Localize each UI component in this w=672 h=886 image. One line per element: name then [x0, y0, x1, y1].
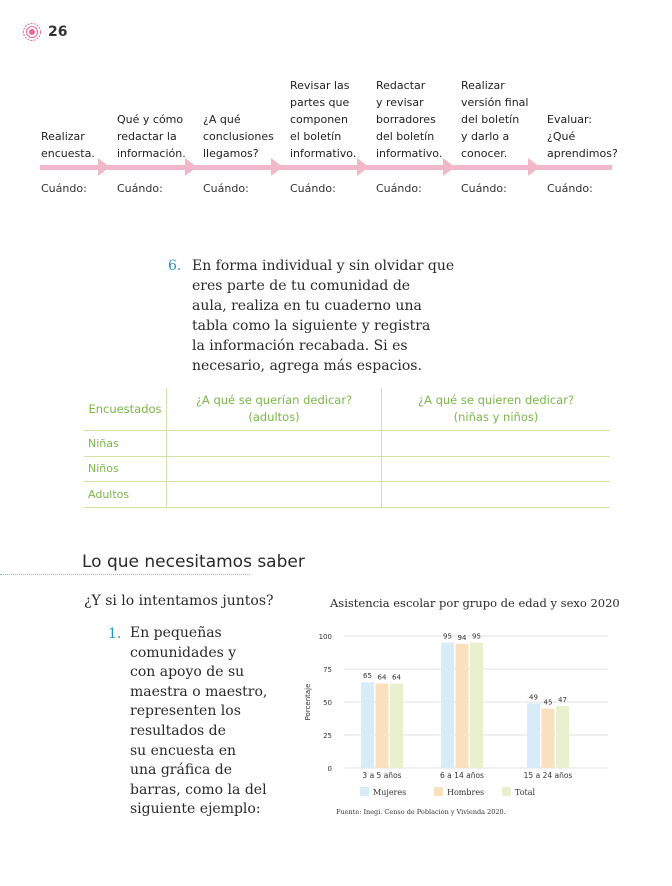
header-line: (niñas y niños)	[453, 410, 539, 424]
timeline-track	[40, 165, 612, 170]
timeline-step-line: del boletín	[376, 130, 435, 143]
page-number: 26	[48, 24, 68, 40]
timeline-step-line: conclusiones	[203, 130, 274, 143]
bar-value-label: 95	[472, 632, 481, 641]
timeline-step-line: aprendimos?	[547, 147, 618, 160]
bar	[390, 684, 403, 768]
header-line: ¿A qué se quieren dedicar?	[417, 393, 575, 407]
timeline-step-line: Revisar las	[290, 79, 350, 92]
x-tick-label: 3 a 5 años	[362, 771, 402, 780]
exercise-6-line: aula, realiza en tu cuaderno una	[192, 298, 422, 314]
timeline-step-line: ¿A qué	[203, 113, 241, 126]
table-row	[84, 456, 610, 482]
table-row	[84, 431, 610, 457]
timeline-step-when: Cuándo:	[461, 182, 507, 195]
timeline-step-line: del boletín	[461, 113, 520, 126]
chart-title: Asistencia escolar por grupo de edad y sexo 2020	[330, 596, 620, 610]
table-row	[84, 482, 610, 508]
bar-value-label: 65	[363, 672, 372, 681]
exercise-1-line: resultados de	[130, 722, 226, 739]
timeline-step-line: el boletín	[290, 130, 342, 143]
bar	[527, 703, 540, 768]
bar-value-label: 64	[377, 673, 387, 682]
timeline-step-line: Evaluar:	[547, 113, 593, 126]
exercise-1-line: su encuesta en	[130, 742, 237, 759]
timeline-step-line: informativo.	[290, 147, 357, 160]
header-adults-question	[167, 388, 382, 431]
header-children-question	[382, 388, 611, 431]
table-cell	[382, 431, 611, 457]
exercise-6-line: eres parte de tu comunidad de	[192, 278, 411, 294]
timeline-step-label	[41, 70, 126, 162]
bar	[376, 684, 389, 768]
y-tick-label: 100	[318, 633, 332, 641]
row-label: Niñas	[84, 431, 167, 457]
header-line: (adultos)	[248, 410, 300, 424]
legend-swatch	[502, 787, 511, 796]
timeline-step-line: Redactar	[376, 79, 426, 92]
header-line: ¿A qué se querían dedicar?	[195, 393, 353, 407]
section-title: Lo que necesitamos saber	[82, 552, 305, 572]
exercise-1-text	[130, 624, 300, 820]
section-divider	[0, 574, 250, 575]
timeline-step-line: ¿Qué	[547, 130, 576, 143]
timeline-arrow-icon	[271, 158, 283, 176]
y-tick-label: 25	[323, 732, 332, 740]
x-tick-label: 6 a 14 años	[440, 771, 484, 780]
table-cell	[382, 482, 611, 508]
timeline-step-line: llegamos?	[203, 147, 259, 160]
timeline-step-label	[117, 70, 202, 162]
bar	[441, 643, 454, 768]
y-axis-label: Porcentaje	[304, 683, 312, 721]
exercise-1-line: En pequeñas	[130, 625, 222, 641]
exercise-1-line: siguiente ejemplo:	[130, 801, 261, 818]
timeline-step-line: Realizar	[41, 130, 85, 143]
timeline-arrow-icon	[185, 158, 197, 176]
exercise-1-number: 1.	[108, 626, 122, 642]
attendance-bar-chart	[296, 620, 616, 802]
exercise-1-line: una gráfica de	[130, 762, 233, 779]
y-tick-label: 50	[323, 699, 332, 707]
bar-value-label: 45	[543, 698, 553, 707]
timeline-step-label	[290, 70, 375, 162]
bar-value-label: 49	[529, 693, 538, 702]
exercise-6-line: tabla como la siguiente y registra	[192, 318, 431, 334]
timeline-step-line: y darlo a	[461, 130, 510, 143]
timeline-step-when: Cuándo:	[376, 182, 422, 195]
bar	[542, 709, 555, 768]
exercise-1-line: representen los	[130, 703, 241, 720]
chart-source: Fuente: Inegi. Censo de Población y Vivienda 2020.	[336, 808, 506, 816]
timeline-step-line: borradores	[376, 113, 436, 126]
exercise-6-line: necesario, agrega más espacios.	[192, 358, 422, 374]
timeline-arrow-icon	[98, 158, 110, 176]
legend-label: Mujeres	[373, 788, 407, 797]
flower-badge-icon	[22, 22, 42, 42]
bar-value-label: 47	[558, 695, 567, 704]
exercise-1-line: maestra o maestro,	[130, 683, 268, 700]
table-header-row	[84, 388, 610, 431]
timeline-step-line: Qué y cómo	[117, 113, 184, 126]
legend-label: Total	[515, 788, 536, 797]
bar-value-label: 94	[457, 633, 467, 642]
bar	[361, 682, 374, 768]
timeline-step-line: encuesta.	[41, 147, 95, 160]
x-tick-label: 15 a 24 años	[523, 771, 573, 780]
bar	[556, 706, 569, 768]
bar-value-label: 64	[392, 673, 401, 682]
exercise-6-line: En forma individual y sin olvidar que	[192, 258, 455, 274]
y-tick-label: 0	[327, 765, 332, 773]
timeline-step-label	[376, 70, 461, 162]
timeline-step-line: y revisar	[376, 96, 424, 109]
exercise-6-text	[192, 256, 462, 376]
exercise-1-line: comunidades y	[130, 644, 237, 661]
timeline-step-line: informativo.	[376, 147, 443, 160]
timeline-step-when: Cuándo:	[117, 182, 163, 195]
table-cell	[167, 482, 382, 508]
timeline-step-line: redactar la	[117, 130, 177, 143]
exercise-1-line: con apoyo de su	[130, 664, 245, 681]
timeline-step-line: componen	[290, 113, 348, 126]
timeline-step-when: Cuándo:	[41, 182, 87, 195]
timeline-step-line: versión final	[461, 96, 529, 109]
timeline-step-label	[203, 70, 288, 162]
timeline-step-label	[461, 70, 546, 162]
timeline-step-when: Cuándo:	[547, 182, 593, 195]
timeline-arrow-icon	[528, 158, 540, 176]
header-respondents: Encuestados	[84, 388, 167, 431]
table-cell	[382, 456, 611, 482]
timeline-step-when: Cuándo:	[203, 182, 249, 195]
timeline-step-when: Cuándo:	[290, 182, 336, 195]
bar	[470, 643, 483, 768]
bar-value-label: 95	[443, 632, 452, 641]
table-cell	[167, 431, 382, 457]
exercise-6-number: 6.	[168, 258, 182, 274]
timeline-step-line: conocer.	[461, 147, 508, 160]
legend-swatch	[434, 787, 443, 796]
table-cell	[167, 456, 382, 482]
exercise-1-line: barras, como la del	[130, 781, 267, 798]
timeline-arrow-icon	[357, 158, 369, 176]
row-label: Adultos	[84, 482, 167, 508]
exercise-6-line: la información recabada. Si es	[192, 338, 408, 354]
timeline-step-line: Realizar	[461, 79, 505, 92]
survey-table	[84, 388, 610, 508]
legend-swatch	[360, 787, 369, 796]
timeline-step-line: partes que	[290, 96, 350, 109]
timeline-step-label	[547, 70, 632, 162]
row-label: Niños	[84, 456, 167, 482]
bar	[456, 644, 469, 768]
y-tick-label: 75	[323, 666, 332, 674]
timeline-arrow-icon	[443, 158, 455, 176]
timeline-step-line: información.	[117, 147, 186, 160]
legend-label: Hombres	[447, 788, 485, 797]
section-question: ¿Y si lo intentamos juntos?	[84, 593, 274, 609]
